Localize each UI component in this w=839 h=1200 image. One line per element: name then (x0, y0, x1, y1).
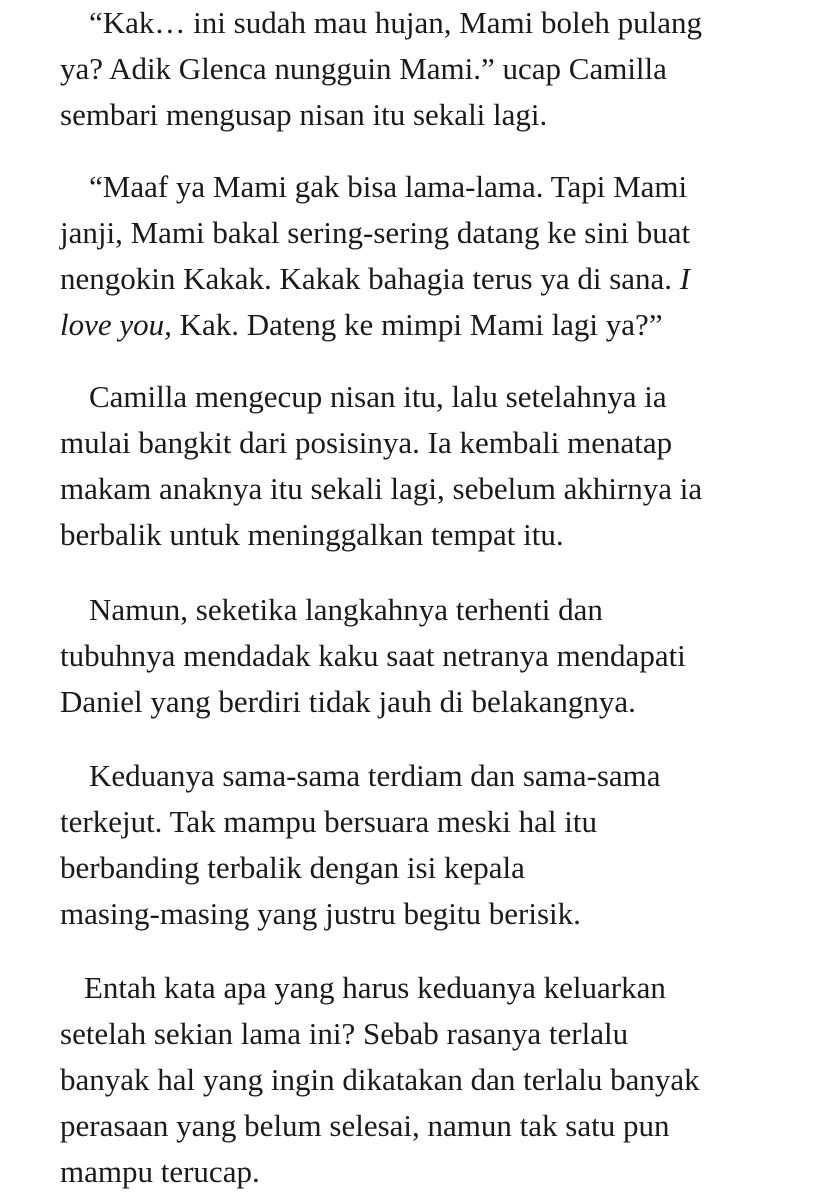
text-line: berbalik untuk meninggalkan tempat itu. (60, 517, 564, 552)
text-line: setelah sekian lama ini? Sebab rasanya terlalu (60, 1016, 629, 1051)
text-line: perasaan yang belum selesai, namun tak satu pun (60, 1108, 670, 1143)
text-line: masing-masing yang justru begitu berisik. (60, 896, 581, 931)
text-segment: nengokin Kakak. Kakak bahagia terus ya di sana. (60, 261, 673, 296)
text-line: makam anaknya itu sekali lagi, sebelum akhirnya ia (60, 471, 703, 506)
italic-segment: love you, (60, 307, 172, 342)
paragraph-1 (60, 0, 820, 138)
text-line: “Maaf ya Mami gak bisa lama-lama. Tapi Mami (89, 169, 688, 204)
paragraph-3 (60, 374, 820, 558)
paragraph-6 (60, 965, 820, 1195)
text-line: banyak hal yang ingin dikatakan dan terlalu banyak (60, 1062, 700, 1097)
paragraph-4 (60, 587, 820, 725)
text-line: mulai bangkit dari posisinya. Ia kembali menatap (60, 425, 673, 460)
text-line (60, 302, 820, 348)
text-line (60, 256, 820, 302)
text-line: tubuhnya mendadak kaku saat netranya mendapati (60, 638, 686, 673)
text-line: janji, Mami bakal sering-sering datang ke sini buat (60, 215, 691, 250)
text-line: sembari mengusap nisan itu sekali lagi. (60, 97, 548, 132)
text-line: ya? Adik Glenca nungguin Mami.” ucap Camilla (60, 51, 667, 86)
text-line: Namun, seketika langkahnya terhenti dan (89, 592, 603, 627)
text-line: Entah kata apa yang harus keduanya keluarkan (84, 970, 666, 1005)
text-line: terkejut. Tak mampu bersuara meski hal itu (60, 804, 598, 839)
text-line: Camilla mengecup nisan itu, lalu setelahnya ia (89, 379, 667, 414)
text-line: Keduanya sama-sama terdiam dan sama-sama (89, 758, 661, 793)
text-line: mampu terucap. (60, 1154, 260, 1189)
paragraph-2 (60, 164, 820, 348)
text-line: “Kak… ini sudah mau hujan, Mami boleh pulang (89, 5, 702, 40)
text-line: berbanding terbalik dengan isi kepala (60, 850, 525, 885)
text-line: Daniel yang berdiri tidak jauh di belakangnya. (60, 684, 636, 719)
paragraph-5 (60, 753, 820, 937)
italic-segment: I (679, 261, 691, 296)
text-segment: Kak. Dateng ke mimpi Mami lagi ya?” (171, 307, 663, 342)
